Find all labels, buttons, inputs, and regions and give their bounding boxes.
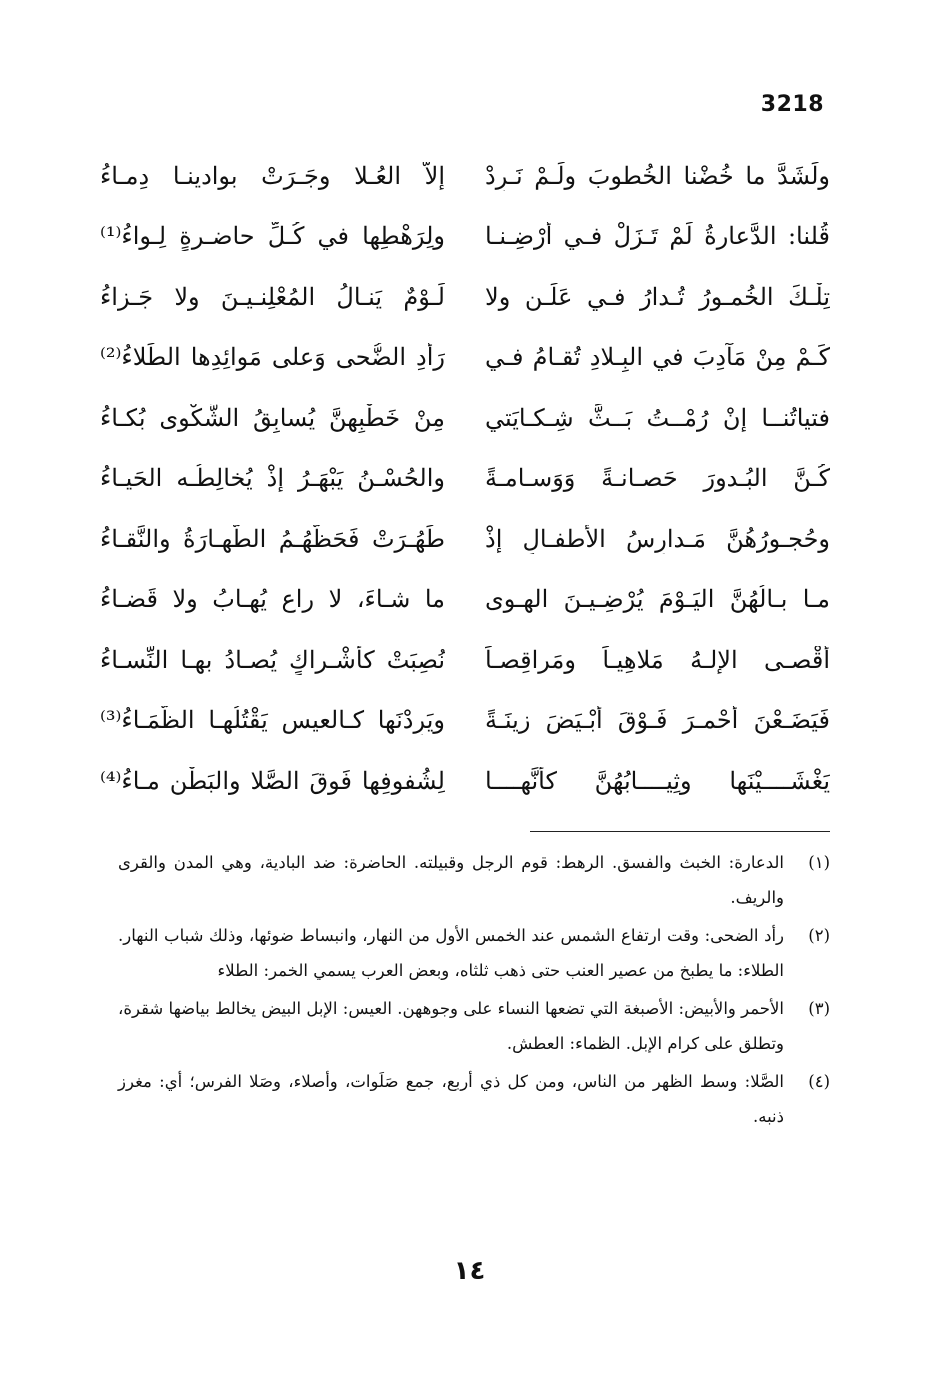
verse-first-hemistich: قُلنا: الدَّعارةُ لَمْ تَـزَلْ فـي أَرْضِـنـا <box>485 222 830 251</box>
verse-line <box>100 388 830 449</box>
verse-second-hemistich: إلاَّ العُـلا وجَـرَتْ بوادينـا دِمـاءُ <box>100 161 445 190</box>
verse-second-hemistich: رَأْدِ الضُّحى وَعلى مَوائِدِها الطِّلاءُ⁽²⁾ <box>100 343 445 372</box>
verse-first-hemistich: أَقْصـى الإلـهُ مَلاهِيـاً ومَراقِصـاً <box>485 645 830 674</box>
verse-first-hemistich: تِلْـكَ الخُمـورُ تُـدارُ فـي عَلَـنٍ ولا <box>485 282 830 311</box>
verse-line <box>100 570 830 631</box>
verse-second-hemistich: نُصِبَتْ كأَشْـراكٍ يُصـادُ بهـا النِّسـاءُ <box>100 645 445 674</box>
footnotes <box>118 845 830 1137</box>
verse-first-hemistich: يَغْشَــــيْنَها وثِيــــابُهُنَّ كأَنَّهــــا <box>485 766 830 795</box>
footnote-divider <box>530 831 830 832</box>
verse-second-hemistich: لِشُفوفِها فَوقَ الصَّلا والبَطْنِ مـاءُ⁽⁴⁾ <box>100 766 445 795</box>
footnote <box>118 1064 830 1134</box>
page-number: 3218 <box>760 92 824 117</box>
verse-line <box>100 328 830 389</box>
verse-line <box>100 630 830 691</box>
footnote-text: الدعارة: الخبث والفسق. الرهط: قوم الرجل وقبيلته. الحاضرة: ضد البادية، وهي المدن والقرى والريف. <box>118 853 784 907</box>
footnote <box>118 845 830 915</box>
verse-first-hemistich: فَيَضَـعْنَ أَحْمـرَ فَـوْقَ أَبْـيَضَ زينَـةً <box>485 706 830 735</box>
footnote <box>118 918 830 988</box>
footnote <box>118 991 830 1061</box>
verse-first-hemistich: فتياتُنــا إنْ رُمْــتُ بَــثَّ شِـكـايَتي <box>485 403 830 432</box>
footnote-text: الأحمر والأبيض: الأصبغة التي تضعها النساء على وجوههن. العيس: الإبل البيض يخالط بياضها شقرة، وتطلق على كرام الإبل. الظماء: العطش. <box>118 999 784 1053</box>
verse-second-hemistich: ما شـاءَ، لا راعٍ يُهـابُ ولا قَضـاءُ <box>100 585 445 614</box>
verse-second-hemistich: طَهُـرَتْ فَحَظُّهُـمُ الطَّهـارَةُ والنَّقـاءُ <box>100 524 445 553</box>
footnote-text: رأد الضحى: وقت ارتفاع الشمس عند الخمس الأول من النهار، وانبساط ضوئها، وذلك شباب النهار. الطلاء: ما يطبخ من عصير العنب حتى ذهب ثلثاه، وبعض العرب يسمي الخمر: الطلاء <box>118 926 784 980</box>
verse-first-hemistich: مـا بـالُهُنَّ اليَـوْمَ يُرْضِـيـنَ الهـوى <box>485 585 830 614</box>
verse-line <box>100 751 830 812</box>
poem <box>100 146 830 812</box>
verse-line <box>100 449 830 510</box>
verse-line <box>100 207 830 268</box>
verse-first-hemistich: كَـمْ مِنْ مَآدِبَ في البِـلادِ تُقـامُ فـي <box>485 343 830 372</box>
verse-line <box>100 146 830 207</box>
verse-first-hemistich: وحُجـورُهُنَّ مَـدارِسُ الأَطفـالِ إذْ <box>485 524 830 553</box>
verse-first-hemistich: ولَشَدَّ ما خُضْنا الخُطوبَ ولَـمْ نَـرِدْ <box>485 161 830 190</box>
verse-second-hemistich: ولِرَهْطِها في كُـلِّ حاضـرةٍ لِـواءُ⁽¹⁾ <box>100 222 445 251</box>
verse-line <box>100 509 830 570</box>
verse-first-hemistich: كُـنَّ البُـدورَ حَصـانـةً وَوَسـامـةً <box>485 464 830 493</box>
verse-line <box>100 267 830 328</box>
verse-second-hemistich: مِنْ خَطْبِهِنَّ يُسابِقُ الشَّكْوى بُكـاءُ <box>100 403 445 432</box>
verse-second-hemistich: والحُسْـنُ يَبْهَـرُ إذْ يُخالِطُـه الحَيـاءُ <box>100 464 445 493</box>
verse-second-hemistich: لَـوْمٌ يَنـالُ المُعْلِنـيـنَ ولا جَـزاءُ <box>100 282 445 311</box>
verse-second-hemistich: ويَرِدْنَها كـالعيسِ يَقْتُلُهـا الظَّمَـاءُ⁽³⁾ <box>100 706 445 735</box>
footnote-text: الصَّلا: وسط الظهر من الناس، ومن كل ذي أربع، جمع صَلَوات، وأصلاء، وصَلا الفرس؛ أي: مغرز ذنبه. <box>118 1072 784 1126</box>
footnote-number: (٢) <box>808 926 830 945</box>
verse-line <box>100 691 830 752</box>
footnote-number: (٣) <box>808 999 830 1018</box>
footnote-number: (٤) <box>808 1072 830 1091</box>
footnote-number: (١) <box>808 853 830 872</box>
folio-number: ١٤ <box>453 1256 486 1286</box>
